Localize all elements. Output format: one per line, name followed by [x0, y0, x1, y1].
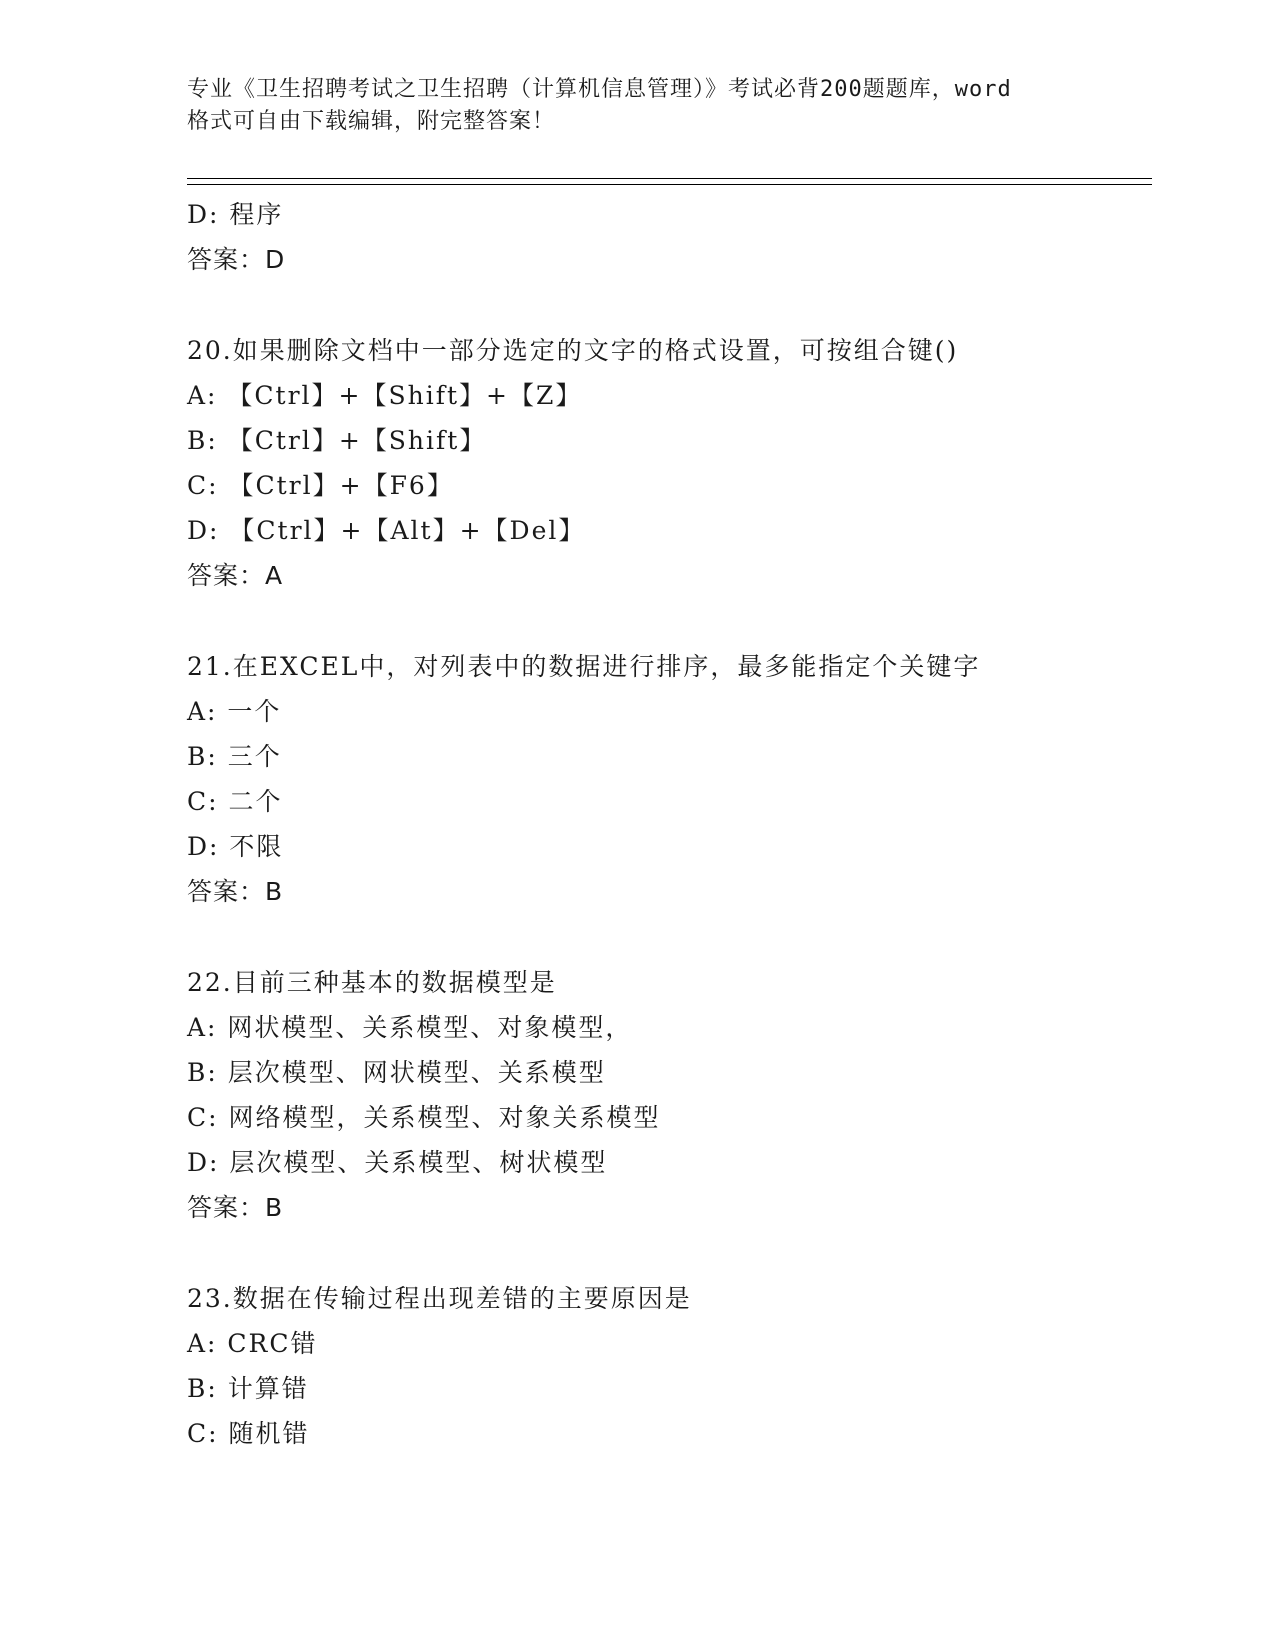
option-b: B: 三个 — [187, 742, 282, 771]
carryover-option-d: D: 程序 — [187, 200, 284, 229]
option-a: A: 【Ctrl】+【Shift】+【Z】 — [187, 381, 583, 410]
option-d: D: 不限 — [187, 832, 284, 861]
option-b: B: 【Ctrl】+【Shift】 — [187, 426, 487, 455]
option-a: A: 一个 — [187, 697, 282, 726]
question-stem: 23.数据在传输过程出现差错的主要原因是 — [187, 1284, 692, 1313]
option-c: C: 网络模型，关系模型、对象关系模型 — [187, 1103, 661, 1132]
option-c: C: 二个 — [187, 787, 283, 816]
spacer — [187, 598, 1152, 644]
spacer — [187, 1230, 1152, 1276]
option-b: B: 计算错 — [187, 1374, 309, 1403]
answer-line: 答案：A — [187, 561, 284, 590]
question-stem: 21.在EXCEL中，对列表中的数据进行排序，最多能指定个关键字 — [187, 652, 981, 681]
question-stem: 22.目前三种基本的数据模型是 — [187, 968, 557, 997]
question-20 — [187, 328, 1152, 598]
option-a: A: CRC错 — [187, 1329, 318, 1358]
answer-line: 答案：B — [187, 1193, 284, 1222]
question-stem: 20.如果删除文档中一部分选定的文字的格式设置，可按组合键() — [187, 336, 959, 365]
question-23 — [187, 1276, 1152, 1456]
document-header — [187, 74, 1087, 138]
header-title-line-2: 格式可自由下载编辑，附完整答案！ — [187, 109, 556, 134]
option-d: D: 层次模型、关系模型、树状模型 — [187, 1148, 608, 1177]
answer-line: 答案：B — [187, 877, 284, 906]
header-title-line-1: 专业《卫生招聘考试之卫生招聘（计算机信息管理）》考试必背200题题库，word — [187, 77, 1012, 102]
question-list — [187, 192, 1152, 1456]
option-d: D: 【Ctrl】+【Alt】+【Del】 — [187, 516, 586, 545]
option-b: B: 层次模型、网状模型、关系模型 — [187, 1058, 606, 1087]
spacer — [187, 282, 1152, 328]
question-22 — [187, 960, 1152, 1230]
option-c: C: 随机错 — [187, 1419, 310, 1448]
spacer — [187, 914, 1152, 960]
carryover-answer: 答案：D — [187, 245, 286, 274]
question-21 — [187, 644, 1152, 914]
header-divider — [187, 178, 1152, 185]
option-a: A: 网状模型、关系模型、对象模型， — [187, 1013, 633, 1042]
option-c: C: 【Ctrl】+【F6】 — [187, 471, 454, 500]
